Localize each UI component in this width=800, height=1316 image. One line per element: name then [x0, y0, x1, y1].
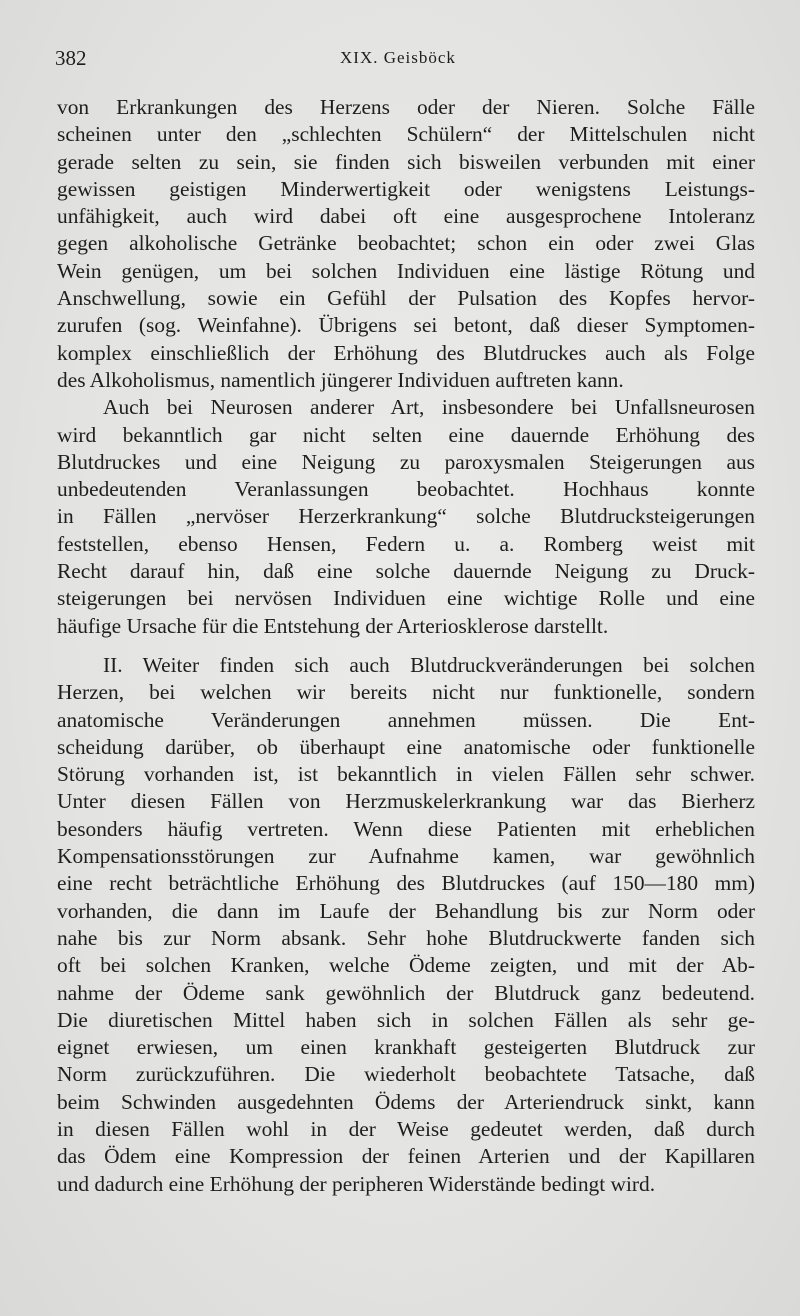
- text-line: Auch bei Neurosen anderer Art, insbesondere bei Unfallsneurosen: [103, 395, 755, 420]
- text-line: scheinen unter den „schlechten Schülern“ der Mittelschulen nicht: [57, 122, 755, 147]
- text-line: in diesen Fällen wohl in der Weise gedeutet werden, daß durch: [57, 1116, 755, 1141]
- text-line: nahe bis zur Norm absank. Sehr hohe Blutdruckwerte fanden sich: [57, 925, 755, 950]
- text-line: komplex einschließlich der Erhöhung des Blutdruckes auch als Folge: [57, 340, 755, 365]
- text-line: anatomische Veränderungen annehmen müssen. Die Ent-: [57, 707, 755, 732]
- page-header: [55, 46, 755, 72]
- text-line: unfähigkeit, auch wird dabei oft eine ausgesprochene Intoleranz: [57, 204, 755, 229]
- text-line: besonders häufig vertreten. Wenn diese Patienten mit erheblichen: [57, 816, 755, 841]
- text-line: Herzen, bei welchen wir bereits nicht nur funktionelle, sondern: [57, 680, 755, 705]
- text-line: des Alkoholismus, namentlich jüngerer Individuen auftreten kann.: [57, 367, 624, 392]
- paragraph: [57, 94, 755, 394]
- text-line: und dadurch eine Erhöhung der peripheren Widerstände bedingt wird.: [57, 1171, 656, 1196]
- text-line: Blutdruckes und eine Neigung zu paroxysmalen Steigerungen aus: [57, 449, 755, 474]
- text-line: nahme der Ödeme sank gewöhnlich der Blutdruck ganz bedeutend.: [57, 980, 755, 1005]
- paragraph: [57, 394, 755, 640]
- text-line: wird bekanntlich gar nicht selten eine dauernde Erhöhung des: [57, 422, 755, 447]
- text-line: unbedeutenden Veranlassungen beobachtet. Hochhaus konnte: [57, 477, 755, 502]
- text-line: steigerungen bei nervösen Individuen eine wichtige Rolle und eine: [57, 586, 755, 611]
- text-line: gewissen geistigen Minderwertigkeit oder wenigstens Leistungs-: [57, 176, 755, 201]
- text-line: Recht darauf hin, daß eine solche dauernde Neigung zu Druck-: [57, 559, 755, 584]
- text-line: eine recht beträchtliche Erhöhung des Blutdruckes (auf 150—180 mm): [57, 871, 755, 896]
- text-line: in Fällen „nervöser Herzerkrankung“ solche Blutdrucksteigerungen: [57, 504, 755, 529]
- text-line: gegen alkoholische Getränke beobachtet; schon ein oder zwei Glas: [57, 231, 755, 256]
- running-head: XIX. Geisböck: [340, 48, 456, 67]
- text-line: oft bei solchen Kranken, welche Ödeme zeigten, und mit der Ab-: [57, 953, 755, 978]
- text-line: scheidung darüber, ob überhaupt eine anatomische oder funktionelle: [57, 734, 755, 759]
- text-line: Die diuretischen Mittel haben sich in solchen Fällen als sehr ge-: [57, 1007, 755, 1032]
- text-line: eignet erwiesen, um einen krankhaft gesteigerten Blutdruck zur: [57, 1035, 755, 1060]
- body-text: [57, 94, 755, 1198]
- text-line: das Ödem eine Kompression der feinen Arterien und der Kapillaren: [57, 1144, 755, 1169]
- page-number: 382: [55, 46, 87, 70]
- text-line: II. Weiter finden sich auch Blutdruckveränderungen bei solchen: [103, 652, 755, 677]
- text-line: Kompensationsstörungen zur Aufnahme kamen, war gewöhnlich: [57, 844, 755, 869]
- paragraph: [57, 652, 755, 1198]
- text-line: vorhanden, die dann im Laufe der Behandlung bis zur Norm oder: [57, 898, 755, 923]
- text-line: Anschwellung, sowie ein Gefühl der Pulsation des Kopfes hervor-: [57, 286, 755, 311]
- text-line: Norm zurückzuführen. Die wiederholt beobachtete Tatsache, daß: [57, 1062, 755, 1087]
- text-line: Störung vorhanden ist, ist bekanntlich in vielen Fällen sehr schwer.: [57, 762, 755, 787]
- text-line: zurufen (sog. Weinfahne). Übrigens sei betont, daß dieser Symptomen-: [57, 313, 755, 338]
- text-line: beim Schwinden ausgedehnten Ödems der Arteriendruck sinkt, kann: [57, 1089, 755, 1114]
- text-line: feststellen, ebenso Hensen, Federn u. a. Romberg weist mit: [57, 531, 755, 556]
- text-line: Unter diesen Fällen von Herzmuskelerkrankung war das Bierherz: [57, 789, 755, 814]
- text-line: Wein genügen, um bei solchen Individuen eine lästige Rötung und: [57, 258, 755, 283]
- text-line: von Erkrankungen des Herzens oder der Nieren. Solche Fälle: [57, 95, 755, 119]
- text-line: gerade selten zu sein, sie finden sich bisweilen verbunden mit einer: [57, 149, 755, 174]
- text-line: häufige Ursache für die Entstehung der Arteriosklerose darstellt.: [57, 613, 609, 638]
- paragraph-gap: [57, 640, 755, 652]
